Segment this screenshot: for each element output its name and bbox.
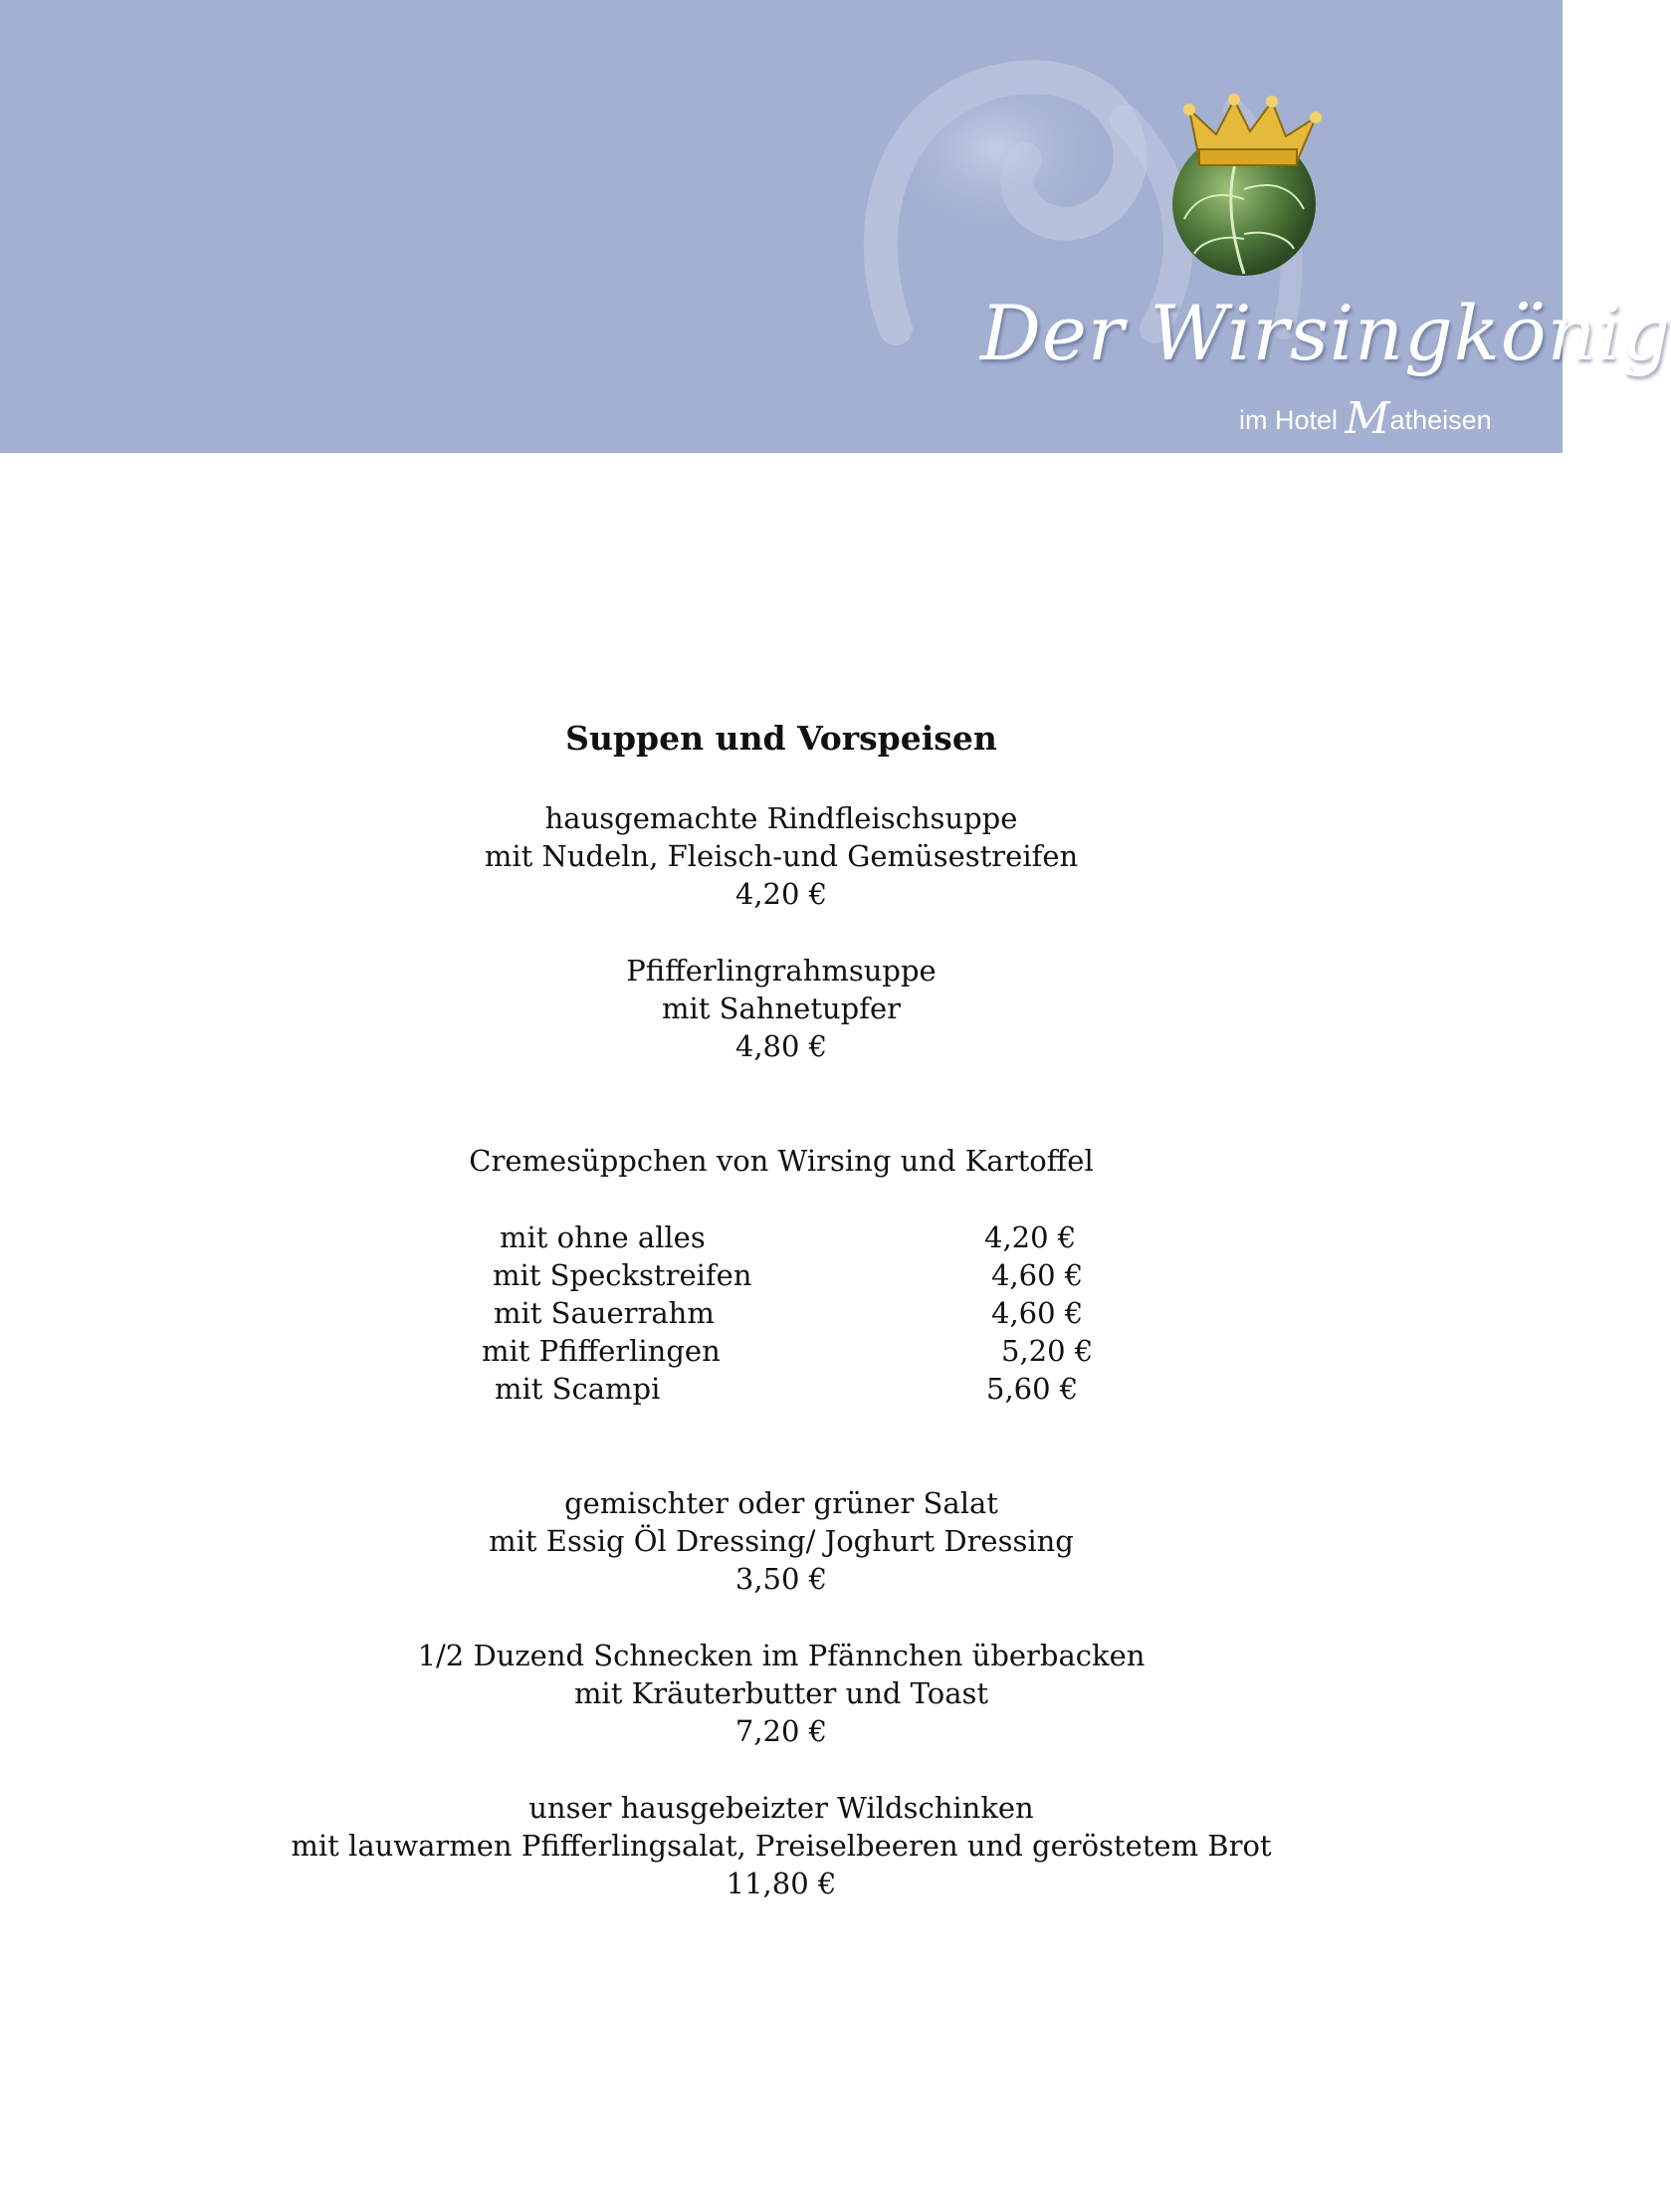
logo-subtitle-rest: atheisen xyxy=(1389,405,1492,435)
item-price: 4,20 € xyxy=(734,877,828,911)
option-label: mit Speckstreifen xyxy=(493,1258,752,1292)
option-price: 4,60 € xyxy=(991,1258,1084,1292)
item-description: mit Essig Öl Dressing/ Joghurt Dressing xyxy=(489,1524,1074,1558)
section-title: Suppen und Vorspeisen xyxy=(565,719,997,758)
logo-title: Der Wirsingkönig xyxy=(980,289,1671,377)
menu-item xyxy=(0,1484,1563,1598)
logo-subtitle-initial: M xyxy=(1345,393,1390,444)
logo-subtitle-prefix: im Hotel xyxy=(1239,405,1346,435)
item-price: 4,80 € xyxy=(734,1029,828,1063)
option-price: 5,60 € xyxy=(986,1372,1079,1406)
option-label: mit Pfifferlingen xyxy=(482,1334,721,1368)
option-label: mit Scampi xyxy=(495,1372,661,1406)
item-description: mit lauwarmen Pfifferlingsalat, Preiselbeeren und geröstetem Brot xyxy=(291,1829,1272,1863)
item-description: mit Sahnetupfer xyxy=(662,992,901,1025)
item-name: hausgemachte Rindfleischsuppe xyxy=(544,801,1018,835)
cream-soup-title: Cremesüppchen von Wirsing und Kartoffel xyxy=(469,1144,1094,1178)
item-price: 7,20 € xyxy=(734,1714,828,1748)
item-name: gemischter oder grüner Salat xyxy=(564,1486,998,1520)
item-name: 1/2 Duzend Schnecken im Pfännchen überbacken xyxy=(417,1639,1146,1672)
item-name: unser hausgebeizter Wildschinken xyxy=(528,1791,1034,1825)
menu-item xyxy=(0,952,1563,1065)
banner-swirl-decoration xyxy=(0,0,1671,453)
item-description: mit Nudeln, Fleisch-und Gemüsestreifen xyxy=(484,839,1079,873)
item-price: 3,50 € xyxy=(734,1562,828,1596)
crown-icon xyxy=(1183,94,1322,165)
item-description: mit Kräuterbutter und Toast xyxy=(573,1676,989,1710)
menu-item xyxy=(0,1637,1563,1750)
option-label: mit Sauerrahm xyxy=(494,1296,715,1330)
option-label: mit ohne alles xyxy=(500,1220,706,1254)
logo-subtitle xyxy=(1239,393,1528,444)
item-price: 11,80 € xyxy=(726,1867,837,1900)
option-price: 4,60 € xyxy=(991,1296,1084,1330)
option-price: 5,20 € xyxy=(1001,1334,1094,1368)
option-price: 4,20 € xyxy=(984,1220,1077,1254)
menu-item xyxy=(0,1789,1563,1902)
menu-item xyxy=(0,799,1563,913)
item-name: Pfifferlingrahmsuppe xyxy=(626,954,937,988)
header-banner xyxy=(0,0,1671,453)
